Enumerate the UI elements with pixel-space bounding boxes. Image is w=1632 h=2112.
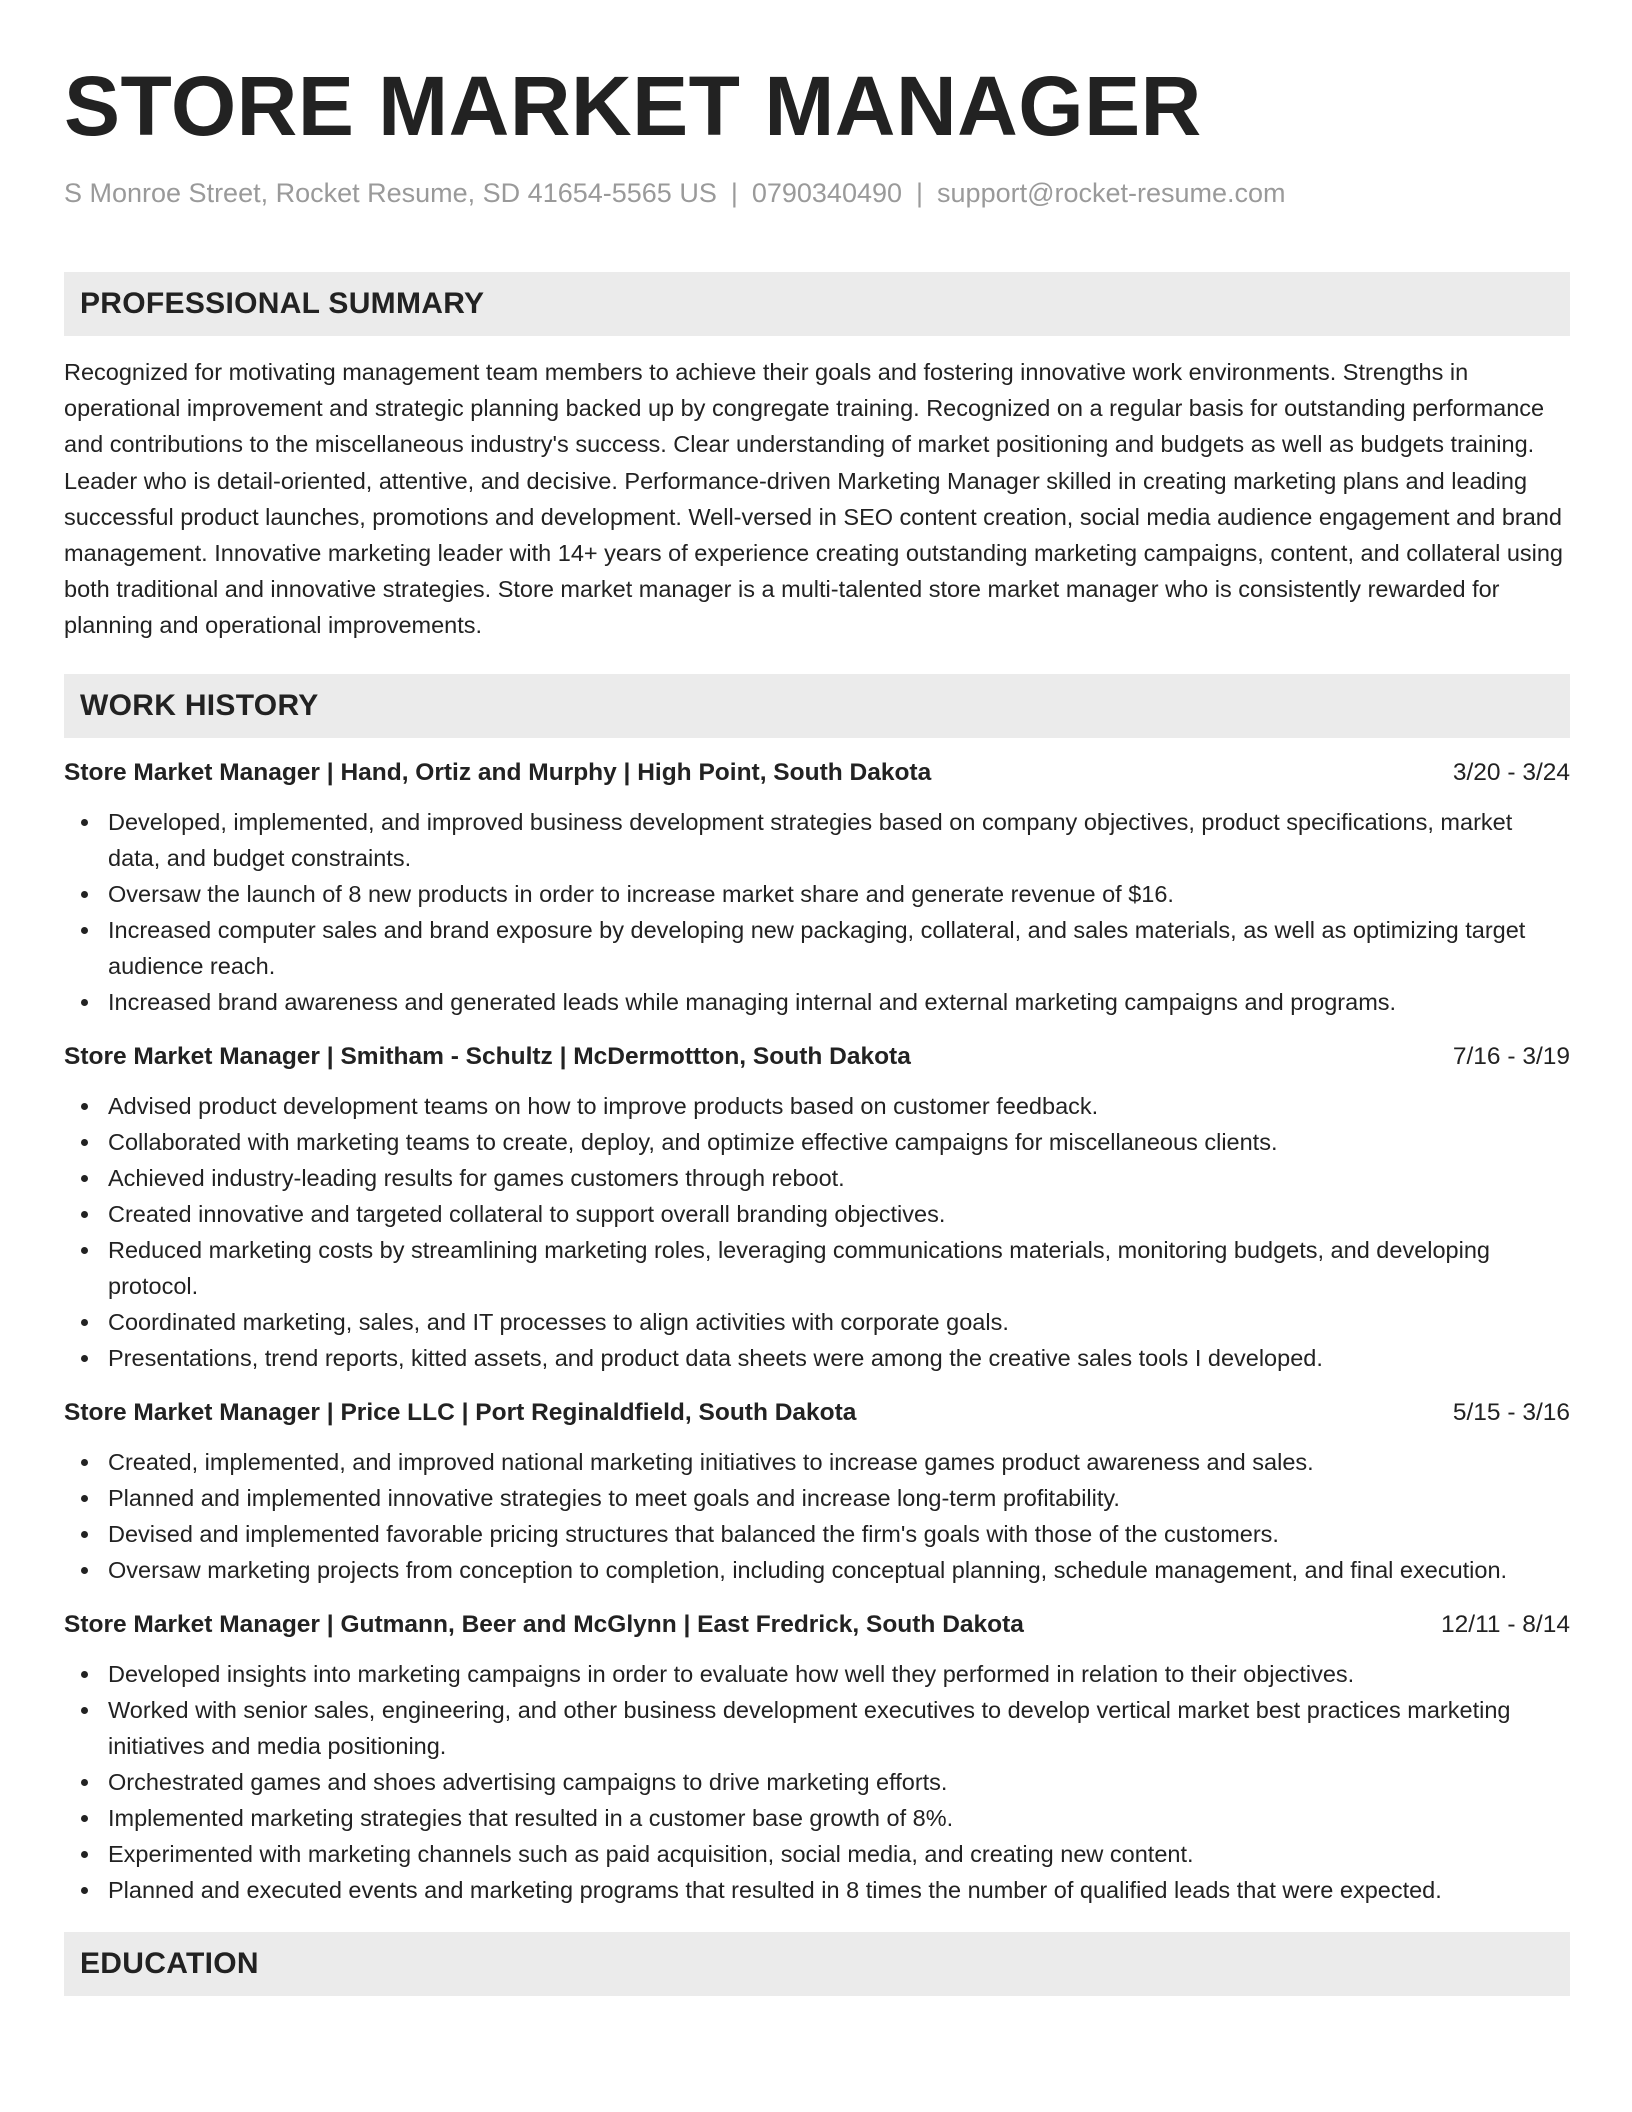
job-bullet: Planned and implemented innovative strategies to meet goals and increase long-term profitability. [64,1480,1570,1516]
job-entry [64,1040,1570,1376]
job-bullet: Achieved industry-leading results for games customers through reboot. [64,1160,1570,1196]
contact-line [64,176,1570,210]
job-header [64,1396,1570,1430]
section-header-summary: PROFESSIONAL SUMMARY [64,272,1570,336]
job-bullet: Planned and executed events and marketing programs that resulted in 8 times the number of qualified leads that were expected. [64,1872,1570,1908]
job-bullet-list [64,1656,1570,1908]
job-dates: 5/15 - 3/16 [1452,1398,1570,1426]
job-bullet: Devised and implemented favorable pricing structures that balanced the firm's goals with those of the customers. [64,1516,1570,1552]
resume-name: STORE MARKET MANAGER [64,59,1202,153]
contact-email: support@rocket-resume.com [937,178,1286,208]
job-bullet: Oversaw marketing projects from conception to completion, including conceptual planning, schedule management, and final execution. [64,1552,1570,1588]
contact-separator: | [916,178,924,208]
job-bullet-list [64,804,1570,1020]
job-title: Store Market Manager | Gutmann, Beer and McGlynn | East Fredrick, South Dakota [64,1610,1024,1638]
job-header [64,1040,1570,1074]
job-bullet: Implemented marketing strategies that resulted in a customer base growth of 8%. [64,1800,1570,1836]
job-bullet: Created, implemented, and improved national marketing initiatives to increase games product awareness and sales. [64,1444,1570,1480]
job-entry [64,1608,1570,1908]
job-bullet: Orchestrated games and shoes advertising campaigns to drive marketing efforts. [64,1764,1570,1800]
job-bullet: Created innovative and targeted collateral to support overall branding objectives. [64,1196,1570,1232]
job-title: Store Market Manager | Smitham - Schultz | McDermottton, South Dakota [64,1042,911,1070]
section-header-education: EDUCATION [64,1932,1570,1996]
job-bullet: Presentations, trend reports, kitted assets, and product data sheets were among the creative sales tools I developed. [64,1340,1570,1376]
job-title: Store Market Manager | Price LLC | Port Reginaldfield, South Dakota [64,1398,857,1426]
section-header-work-history: WORK HISTORY [64,674,1570,738]
job-bullet: Increased brand awareness and generated leads while managing internal and external marketing campaigns and programs. [64,984,1570,1020]
contact-address: S Monroe Street, Rocket Resume, SD 41654-5565 US [64,178,717,208]
job-bullet: Oversaw the launch of 8 new products in order to increase market share and generate revenue of $16. [64,876,1570,912]
job-bullet: Reduced marketing costs by streamlining marketing roles, leveraging communications materials, monitoring budgets, and developing protocol. [64,1232,1570,1304]
job-bullet: Worked with senior sales, engineering, and other business development executives to develop vertical market best practices marketing initiatives and media positioning. [64,1692,1570,1764]
contact-separator: | [730,178,738,208]
job-title: Store Market Manager | Hand, Ortiz and Murphy | High Point, South Dakota [64,758,932,786]
job-bullet: Increased computer sales and brand exposure by developing new packaging, collateral, and sales materials, as well as optimizing target audience reach. [64,912,1570,984]
job-bullet: Coordinated marketing, sales, and IT processes to align activities with corporate goals. [64,1304,1570,1340]
job-entry [64,756,1570,1020]
job-bullet: Experimented with marketing channels such as paid acquisition, social media, and creating new content. [64,1836,1570,1872]
job-dates: 7/16 - 3/19 [1452,1042,1570,1070]
job-dates: 3/20 - 3/24 [1452,758,1570,786]
job-bullet: Collaborated with marketing teams to create, deploy, and optimize effective campaigns for miscellaneous clients. [64,1124,1570,1160]
job-bullet-list [64,1088,1570,1376]
job-header [64,1608,1570,1642]
job-bullet: Advised product development teams on how to improve products based on customer feedback. [64,1088,1570,1124]
job-dates: 12/11 - 8/14 [1441,1610,1570,1638]
summary-text: Recognized for motivating management team members to achieve their goals and fostering innovative work environments. Strengths in operational improvement and strategic planning backed up by congregate training. Recognized on a regular basis for outstanding performance and contributions to the miscellaneous industry's success. Clear understanding of market positioning and budgets as well as budgets training. Leader who is detail-oriented, attentive, and decisive. Performance-driven Marketing Manager skilled in creating marketing plans and leading successful product launches, promotions and development. Well-versed in SEO content creation, social media audience engagement and brand management. Innovative marketing leader with 14+ years of experience creating outstanding marketing campaigns, content, and collateral using both traditional and innovative strategies. Store market manager is a multi-talented store market manager who is consistently rewarded for planning and operational improvements. [64,359,1563,639]
job-bullet: Developed, implemented, and improved business development strategies based on company objectives, product specifications, market data, and budget constraints. [64,804,1570,876]
job-entry [64,1396,1570,1588]
job-bullet-list [64,1444,1570,1588]
work-history-list [64,756,1570,1908]
contact-phone: 0790340490 [751,178,903,208]
resume-page [64,56,1570,1996]
job-header [64,756,1570,790]
job-bullet: Developed insights into marketing campaigns in order to evaluate how well they performed in relation to their objectives. [64,1656,1570,1692]
